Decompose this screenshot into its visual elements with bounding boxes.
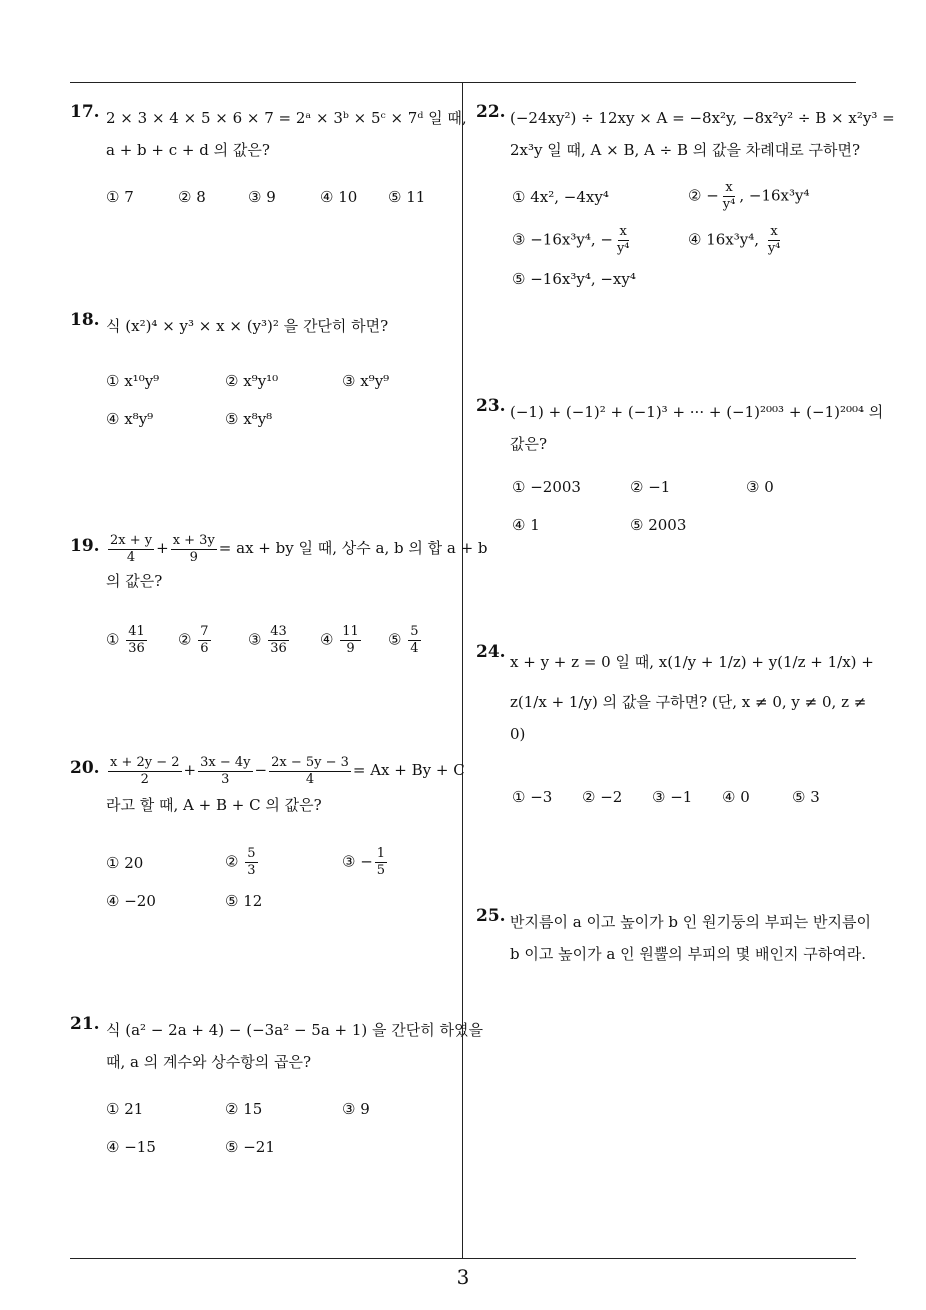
choice-5[interactable]: ⑤ $\frac{5}{4}$ <box>388 624 419 656</box>
choice-5[interactable]: ⑤ 2003 <box>630 516 687 534</box>
question-number: 21. <box>70 1014 100 1034</box>
page-number: 3 <box>456 1265 470 1289</box>
choice-2[interactable]: ② − $\frac{x}{\text{y⁴}}$ , −16x³y⁴ <box>688 180 810 212</box>
question-text: 2 × 3 × 4 × 5 × 6 × 7 = 2ᵃ × 3ᵇ × 5ᶜ × 7ᵈ 일 때, a + b + c + d 의 값은? <box>106 109 467 159</box>
question-text: 식 (x²)⁴ × y³ × x × (y³)² 을 간단히 하면? <box>106 317 389 335</box>
choice-1[interactable]: ① 20 <box>106 854 144 872</box>
choice-1[interactable]: ① x¹⁰y⁹ <box>106 372 160 390</box>
choice-1[interactable]: ① $\frac{41}{36}$ <box>106 624 145 656</box>
column-divider <box>462 82 463 1259</box>
choice-1[interactable]: ① 4x², −4xy⁴ <box>512 188 609 206</box>
question-text: (−24xy²) ÷ 12xy × A = −8x²y, −8x²y² ÷ B × x²y³ = 2x³y 일 때, A × B, A ÷ B 의 값을 차례대로 구하면? <box>510 109 895 159</box>
question-text-line2: 라고 할 때, A + B + C 의 값은? <box>106 796 322 814</box>
choice-3[interactable]: ③ x⁹y⁹ <box>342 372 390 390</box>
choice-4[interactable]: ④ 0 <box>722 788 750 806</box>
question-text: $\frac{2x + y}{4}$ + $\frac{x + 3y}{9}$ = ax + by 일 때, 상수 a, b 의 합 a + b <box>110 532 488 565</box>
question-number: 18. <box>70 310 100 330</box>
choice-1[interactable]: ① −3 <box>512 788 553 806</box>
question-number: 20. <box>70 758 100 778</box>
question-text: $\frac{x + 2y - 2}{2}$ + $\frac{3x - 4y}{3}$ − $\frac{2x - 5y - 3}{4}$ = Ax + By + C <box>110 754 465 787</box>
choice-3[interactable]: ③ −1 <box>652 788 693 806</box>
choice-5[interactable]: ⑤ −21 <box>225 1138 275 1156</box>
choice-2[interactable]: ② 15 <box>225 1100 263 1118</box>
choice-5[interactable]: ⑤ 11 <box>388 188 426 206</box>
choice-5[interactable]: ⑤ x⁸y⁸ <box>225 410 273 428</box>
question-text: (−1) + (−1)² + (−1)³ + ··· + (−1)²⁰⁰³ + (−1)²⁰⁰⁴ 의 값은? <box>510 403 884 453</box>
choice-3[interactable]: ③ − $\frac{1}{5}$ <box>342 846 386 878</box>
choice-3[interactable]: ③ −16x³y⁴, − $\frac{x}{\text{y⁴}}$ <box>512 224 630 256</box>
choice-1[interactable]: ① −2003 <box>512 478 581 496</box>
question-text: 식 (a² − 2a + 4) − (−3a² − 5a + 1) 을 간단히 하였을 때, a 의 계수와 상수항의 곱은? <box>106 1021 484 1071</box>
question-number: 24. <box>476 642 506 662</box>
question-number: 17. <box>70 102 100 122</box>
choice-2[interactable]: ② $\frac{7}{6}$ <box>178 624 209 656</box>
choice-5[interactable]: ⑤ 12 <box>225 892 263 910</box>
question-number: 19. <box>70 536 100 556</box>
choice-1[interactable]: ① 21 <box>106 1100 144 1118</box>
fraction: $\frac{2x + y}{4}$ <box>110 532 153 565</box>
choice-2[interactable]: ② 8 <box>178 188 206 206</box>
choice-3[interactable]: ③ 9 <box>248 188 276 206</box>
choice-2[interactable]: ② x⁹y¹⁰ <box>225 372 279 390</box>
choice-3[interactable]: ③ 9 <box>342 1100 370 1118</box>
choice-5[interactable]: ⑤ −16x³y⁴, −xy⁴ <box>512 270 636 288</box>
choice-4[interactable]: ④ $\frac{11}{9}$ <box>320 624 359 656</box>
choice-2[interactable]: ② −1 <box>630 478 671 496</box>
choice-2[interactable]: ② −2 <box>582 788 623 806</box>
choice-4[interactable]: ④ −15 <box>106 1138 156 1156</box>
choice-4[interactable]: ④ 1 <box>512 516 540 534</box>
question-number: 22. <box>476 102 506 122</box>
question-text-line2: 의 값은? <box>106 572 163 590</box>
choice-5[interactable]: ⑤ 3 <box>792 788 820 806</box>
choice-1[interactable]: ① 7 <box>106 188 134 206</box>
choice-4[interactable]: ④ 10 <box>320 188 358 206</box>
choice-4[interactable]: ④ −20 <box>106 892 156 910</box>
choice-4[interactable]: ④ x⁸y⁹ <box>106 410 154 428</box>
choice-3[interactable]: ③ 0 <box>746 478 774 496</box>
choice-4[interactable]: ④ 16x³y⁴, $\frac{x}{\text{y⁴}}$ <box>688 224 781 256</box>
fraction: $\frac{x + 3y}{9}$ <box>172 532 215 565</box>
question-text: 반지름이 a 이고 높이가 b 인 원기둥의 부피는 반지름이 b 이고 높이가 a 인 원뿔의 부피의 몇 배인지 구하여라. <box>510 913 871 963</box>
question-number: 25. <box>476 906 506 926</box>
top-rule <box>70 82 856 83</box>
choice-2[interactable]: ② $\frac{5}{3}$ <box>225 846 256 878</box>
question-text: x + y + z = 0 일 때, x(1/y + 1/z) + y(1/z + 1/x) + z(1/x + 1/y) 의 값을 구하면? (단, x ≠ 0, y ≠ 0, z ≠ 0) <box>510 653 874 743</box>
question-number: 23. <box>476 396 506 416</box>
bottom-rule <box>70 1258 856 1259</box>
choice-3[interactable]: ③ $\frac{43}{36}$ <box>248 624 287 656</box>
